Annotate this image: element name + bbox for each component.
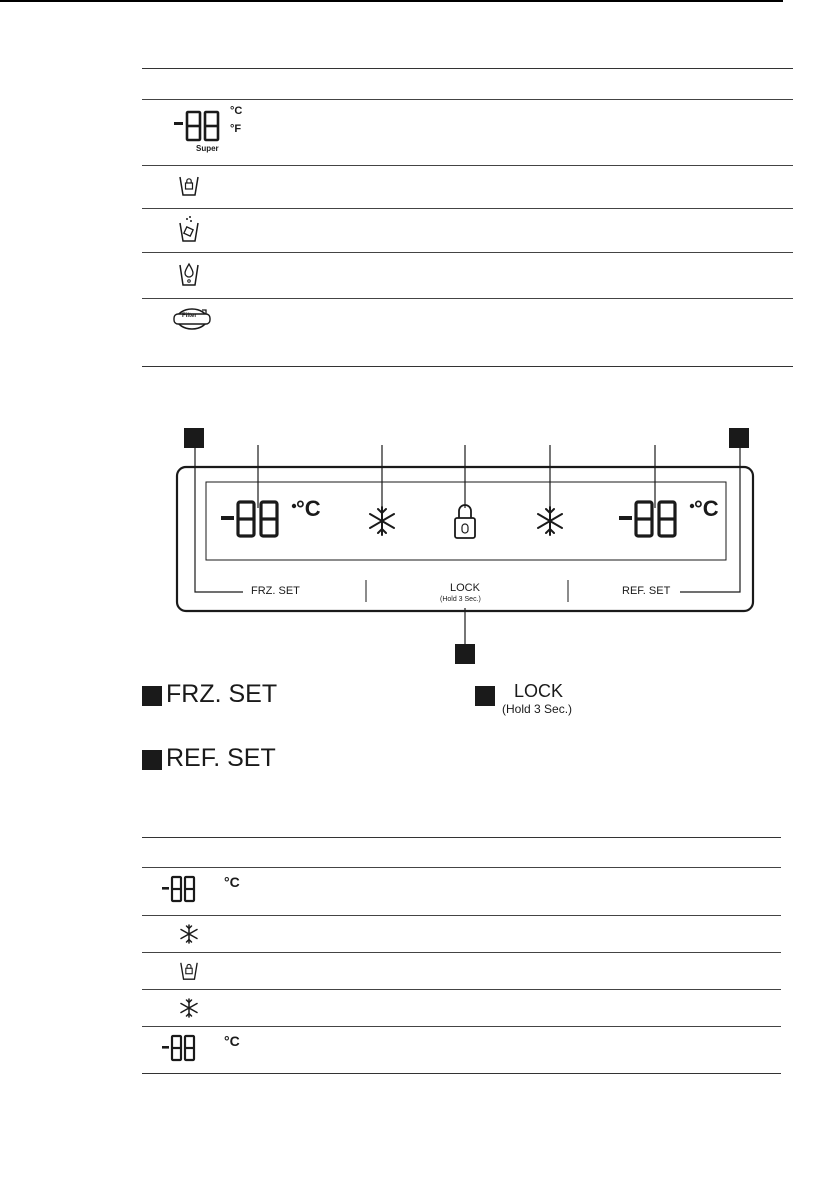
table-row (142, 989, 781, 1027)
freezer-snowflake-icon (370, 507, 394, 535)
super-caption: Super (196, 144, 219, 153)
legend-marker-frz (142, 686, 162, 706)
table-row (142, 915, 781, 953)
unit-celsius: °C (230, 105, 243, 117)
fridge-temperature-digits (619, 502, 694, 536)
ice-lock-icon (179, 960, 199, 982)
display-window (206, 482, 726, 560)
callout-marker-left (184, 428, 204, 448)
table-header-row (142, 838, 781, 867)
fridge-snowflake-icon (538, 507, 562, 535)
legend-marker-lock (475, 686, 495, 706)
freezer-snowflake-icon (178, 923, 200, 945)
panel-frz-set-label[interactable]: FRZ. SET (251, 585, 300, 597)
callout-marker-bottom (455, 644, 475, 664)
table2-fridge-unit: °C (224, 1033, 240, 1049)
lock-icon (455, 505, 475, 538)
panel-lock-hint: (Hold 3 Sec.) (440, 596, 481, 603)
legend-lock: LOCK (514, 681, 564, 701)
legend-frz-set: FRZ. SET (166, 680, 278, 708)
panel-freezer-unit: °C (296, 496, 321, 521)
legend-lock-hint: (Hold 3 Sec.) (502, 702, 573, 716)
callout-marker-right (729, 428, 749, 448)
legend-ref-set: REF. SET (166, 744, 276, 772)
panel-fridge-unit: °C (694, 496, 719, 521)
table-row (142, 1026, 781, 1074)
indicator-table-2 (142, 837, 781, 1074)
table2-freezer-unit: °C (224, 874, 240, 890)
panel-ref-set-label[interactable]: REF. SET (622, 585, 671, 597)
table-row (142, 867, 781, 916)
unit-fahrenheit: °F (230, 123, 242, 135)
legend-marker-ref (142, 750, 162, 770)
filter-caption: Filter (182, 313, 197, 319)
table-row (142, 952, 781, 990)
fridge-temperature-display-icon (162, 1032, 222, 1068)
freezer-temperature-display-icon (162, 873, 222, 909)
fridge-snowflake-icon (178, 997, 200, 1019)
panel-lock-label[interactable]: LOCK (450, 582, 480, 594)
